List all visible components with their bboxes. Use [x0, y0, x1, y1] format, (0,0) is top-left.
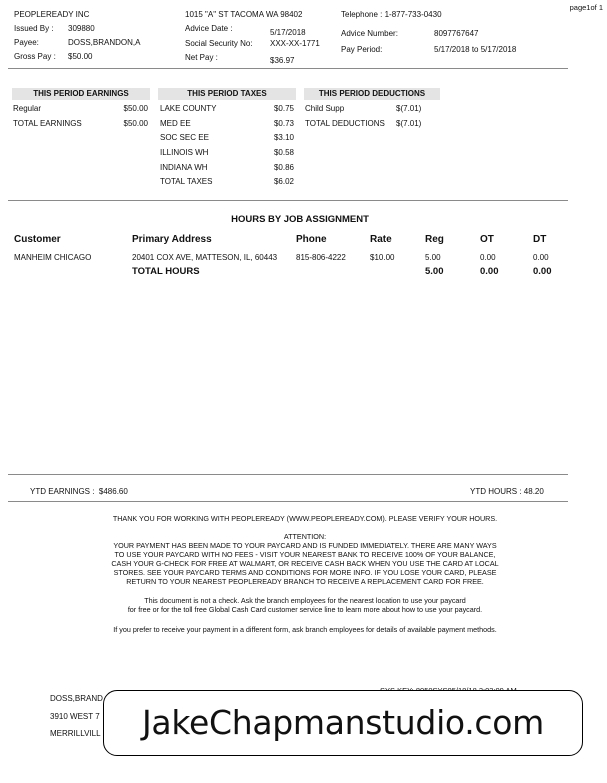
deductions-header: THIS PERIOD DEDUCTIONS — [304, 88, 440, 100]
attention-line: STORES. SEE YOUR PAYCARD TERMS AND CONDITIONS FOR MORE INFO. IF YOU LOSE YOUR CARD, PLEASE — [113, 568, 497, 577]
company-telephone: Telephone : 1-877-733-0430 — [341, 10, 442, 19]
header-divider — [8, 68, 568, 69]
ytd-hours-label: YTD HOURS : — [470, 487, 522, 496]
col-header-dt: DT — [533, 234, 547, 245]
mailing-street: 3910 WEST 7 — [50, 712, 100, 721]
tax-total-label: TOTAL TAXES — [160, 177, 213, 186]
advice-number-label: Advice Number: — [341, 29, 398, 38]
advice-number-value: 8097767647 — [434, 29, 479, 38]
ytd-hours — [470, 487, 544, 496]
page-number: page1of 1 — [569, 3, 603, 12]
section-divider — [8, 200, 568, 201]
mailing-name: DOSS,BRAND — [50, 694, 103, 703]
pay-period-label: Pay Period: — [341, 45, 383, 54]
advice-date-label: Advice Date : — [185, 24, 233, 33]
earnings-total-amount: $50.00 — [123, 119, 148, 128]
total-hours-ot: 0.00 — [480, 266, 499, 277]
net-pay-value: $36.97 — [270, 56, 295, 65]
ssn-label: Social Security No: — [185, 39, 253, 48]
hours-reg: 5.00 — [425, 253, 441, 262]
company-address: 1015 "A" ST TACOMA WA 98402 — [185, 10, 303, 19]
hours-dt: 0.00 — [533, 253, 549, 262]
total-hours-dt: 0.00 — [533, 266, 552, 277]
earnings-row-amount: $50.00 — [123, 104, 148, 113]
tax-row-label: LAKE COUNTY — [160, 104, 217, 113]
tax-row-amount: $3.10 — [273, 133, 294, 142]
alt-payment-text: If you prefer to receive your payment in a different form, ask branch employees for details of available payment methods. — [113, 625, 497, 634]
issued-by-value: 309880 — [68, 24, 95, 33]
taxes-header: THIS PERIOD TAXES — [158, 88, 296, 100]
earnings-total-label: TOTAL EARNINGS — [13, 119, 82, 128]
deduction-total-label: TOTAL DEDUCTIONS — [305, 119, 385, 128]
gross-pay-label: Gross Pay : — [14, 52, 56, 61]
hours-customer: MANHEIM CHICAGO — [14, 253, 92, 262]
attention-line: YOUR PAYMENT HAS BEEN MADE TO YOUR PAYCARD AND IS FUNDED IMMEDIATELY. THERE ARE MANY WAYS — [113, 541, 497, 550]
issued-by-label: Issued By : — [14, 24, 54, 33]
payee-value: DOSS,BRANDON,A — [68, 38, 141, 47]
tax-row-amount: $0.86 — [273, 163, 294, 172]
tax-row-label: MED EE — [160, 119, 191, 128]
tax-row-amount: $0.75 — [273, 104, 294, 113]
ytd-earnings-value: $486.60 — [98, 487, 128, 496]
col-header-ot: OT — [480, 234, 494, 245]
ytd-top-divider — [8, 474, 568, 475]
advice-date-value: 5/17/2018 — [270, 28, 306, 37]
attention-line: TO USE YOUR PAYCARD WITH NO FEES - VISIT YOUR NEAREST BANK TO RECEIVE 100% OF YOUR BALANCE, — [114, 550, 496, 559]
watermark-banner: JakeChapmanstudio.com — [103, 690, 583, 756]
ssn-value: XXX-XX-1771 — [270, 39, 320, 48]
col-header-rate: Rate — [370, 234, 392, 245]
deduction-total-amount: $(7.01) — [396, 119, 422, 128]
tax-row-label: SOC SEC EE — [160, 133, 209, 142]
mailing-city: MERRILLVILL — [50, 729, 101, 738]
gross-pay-value: $50.00 — [68, 52, 93, 61]
deduction-row-label: Child Supp — [305, 104, 345, 113]
ytd-earnings — [30, 487, 128, 496]
earnings-header: THIS PERIOD EARNINGS — [12, 88, 150, 100]
net-pay-label: Net Pay : — [185, 53, 218, 62]
hours-title: HOURS BY JOB ASSIGNMENT — [231, 214, 369, 225]
deduction-row-amount: $(7.01) — [396, 104, 422, 113]
thank-you-text: THANK YOU FOR WORKING WITH PEOPLEREADY (WWW.PEOPLEREADY.COM). PLEASE VERIFY YOUR HOURS. — [112, 514, 498, 523]
ytd-hours-value: 48.20 — [523, 487, 544, 496]
tax-row-label: ILLINOIS WH — [160, 148, 209, 157]
tax-row-amount: $0.58 — [273, 148, 294, 157]
col-header-address: Primary Address — [132, 234, 212, 245]
tax-row-label: INDIANA WH — [160, 163, 208, 172]
not-check-line: This document is not a check. Ask the branch employees for the nearest location to use your paycard — [144, 596, 466, 605]
tax-total-amount: $6.02 — [273, 177, 294, 186]
col-header-phone: Phone — [296, 234, 327, 245]
hours-address: 20401 COX AVE, MATTESON, IL, 60443 — [132, 253, 278, 262]
company-name: PEOPLEREADY INC — [14, 10, 90, 19]
hours-phone: 815-806-4222 — [296, 253, 346, 262]
col-header-reg: Reg — [425, 234, 444, 245]
attention-line: RETURN TO YOUR NEAREST PEOPLEREADY BRANCH TO RECEIVE A REPLACEMENT CARD FOR FREE. — [126, 577, 484, 586]
hours-ot: 0.00 — [480, 253, 496, 262]
earnings-row-label: Regular — [13, 104, 42, 113]
hours-rate: $10.00 — [370, 253, 395, 262]
tax-row-amount: $0.73 — [273, 119, 294, 128]
ytd-earnings-label: YTD EARNINGS : — [30, 487, 95, 496]
not-check-line: for free or for the toll free Global Cash Card customer service line to learn more about how to use your paycard. — [127, 605, 483, 614]
attention-line: CASH YOUR G-CHECK FOR FREE AT WALMART, OR RECEIVE CASH BACK WHEN YOU USE THE CARD AT LOCAL — [111, 559, 499, 568]
col-header-customer: Customer — [14, 234, 61, 245]
total-hours-label: TOTAL HOURS — [132, 266, 200, 277]
attention-heading: ATTENTION: — [283, 532, 327, 541]
total-hours-reg: 5.00 — [425, 266, 444, 277]
payee-label: Payee: — [14, 38, 39, 47]
pay-period-value: 5/17/2018 to 5/17/2018 — [434, 45, 517, 54]
ytd-bottom-divider — [8, 501, 568, 502]
